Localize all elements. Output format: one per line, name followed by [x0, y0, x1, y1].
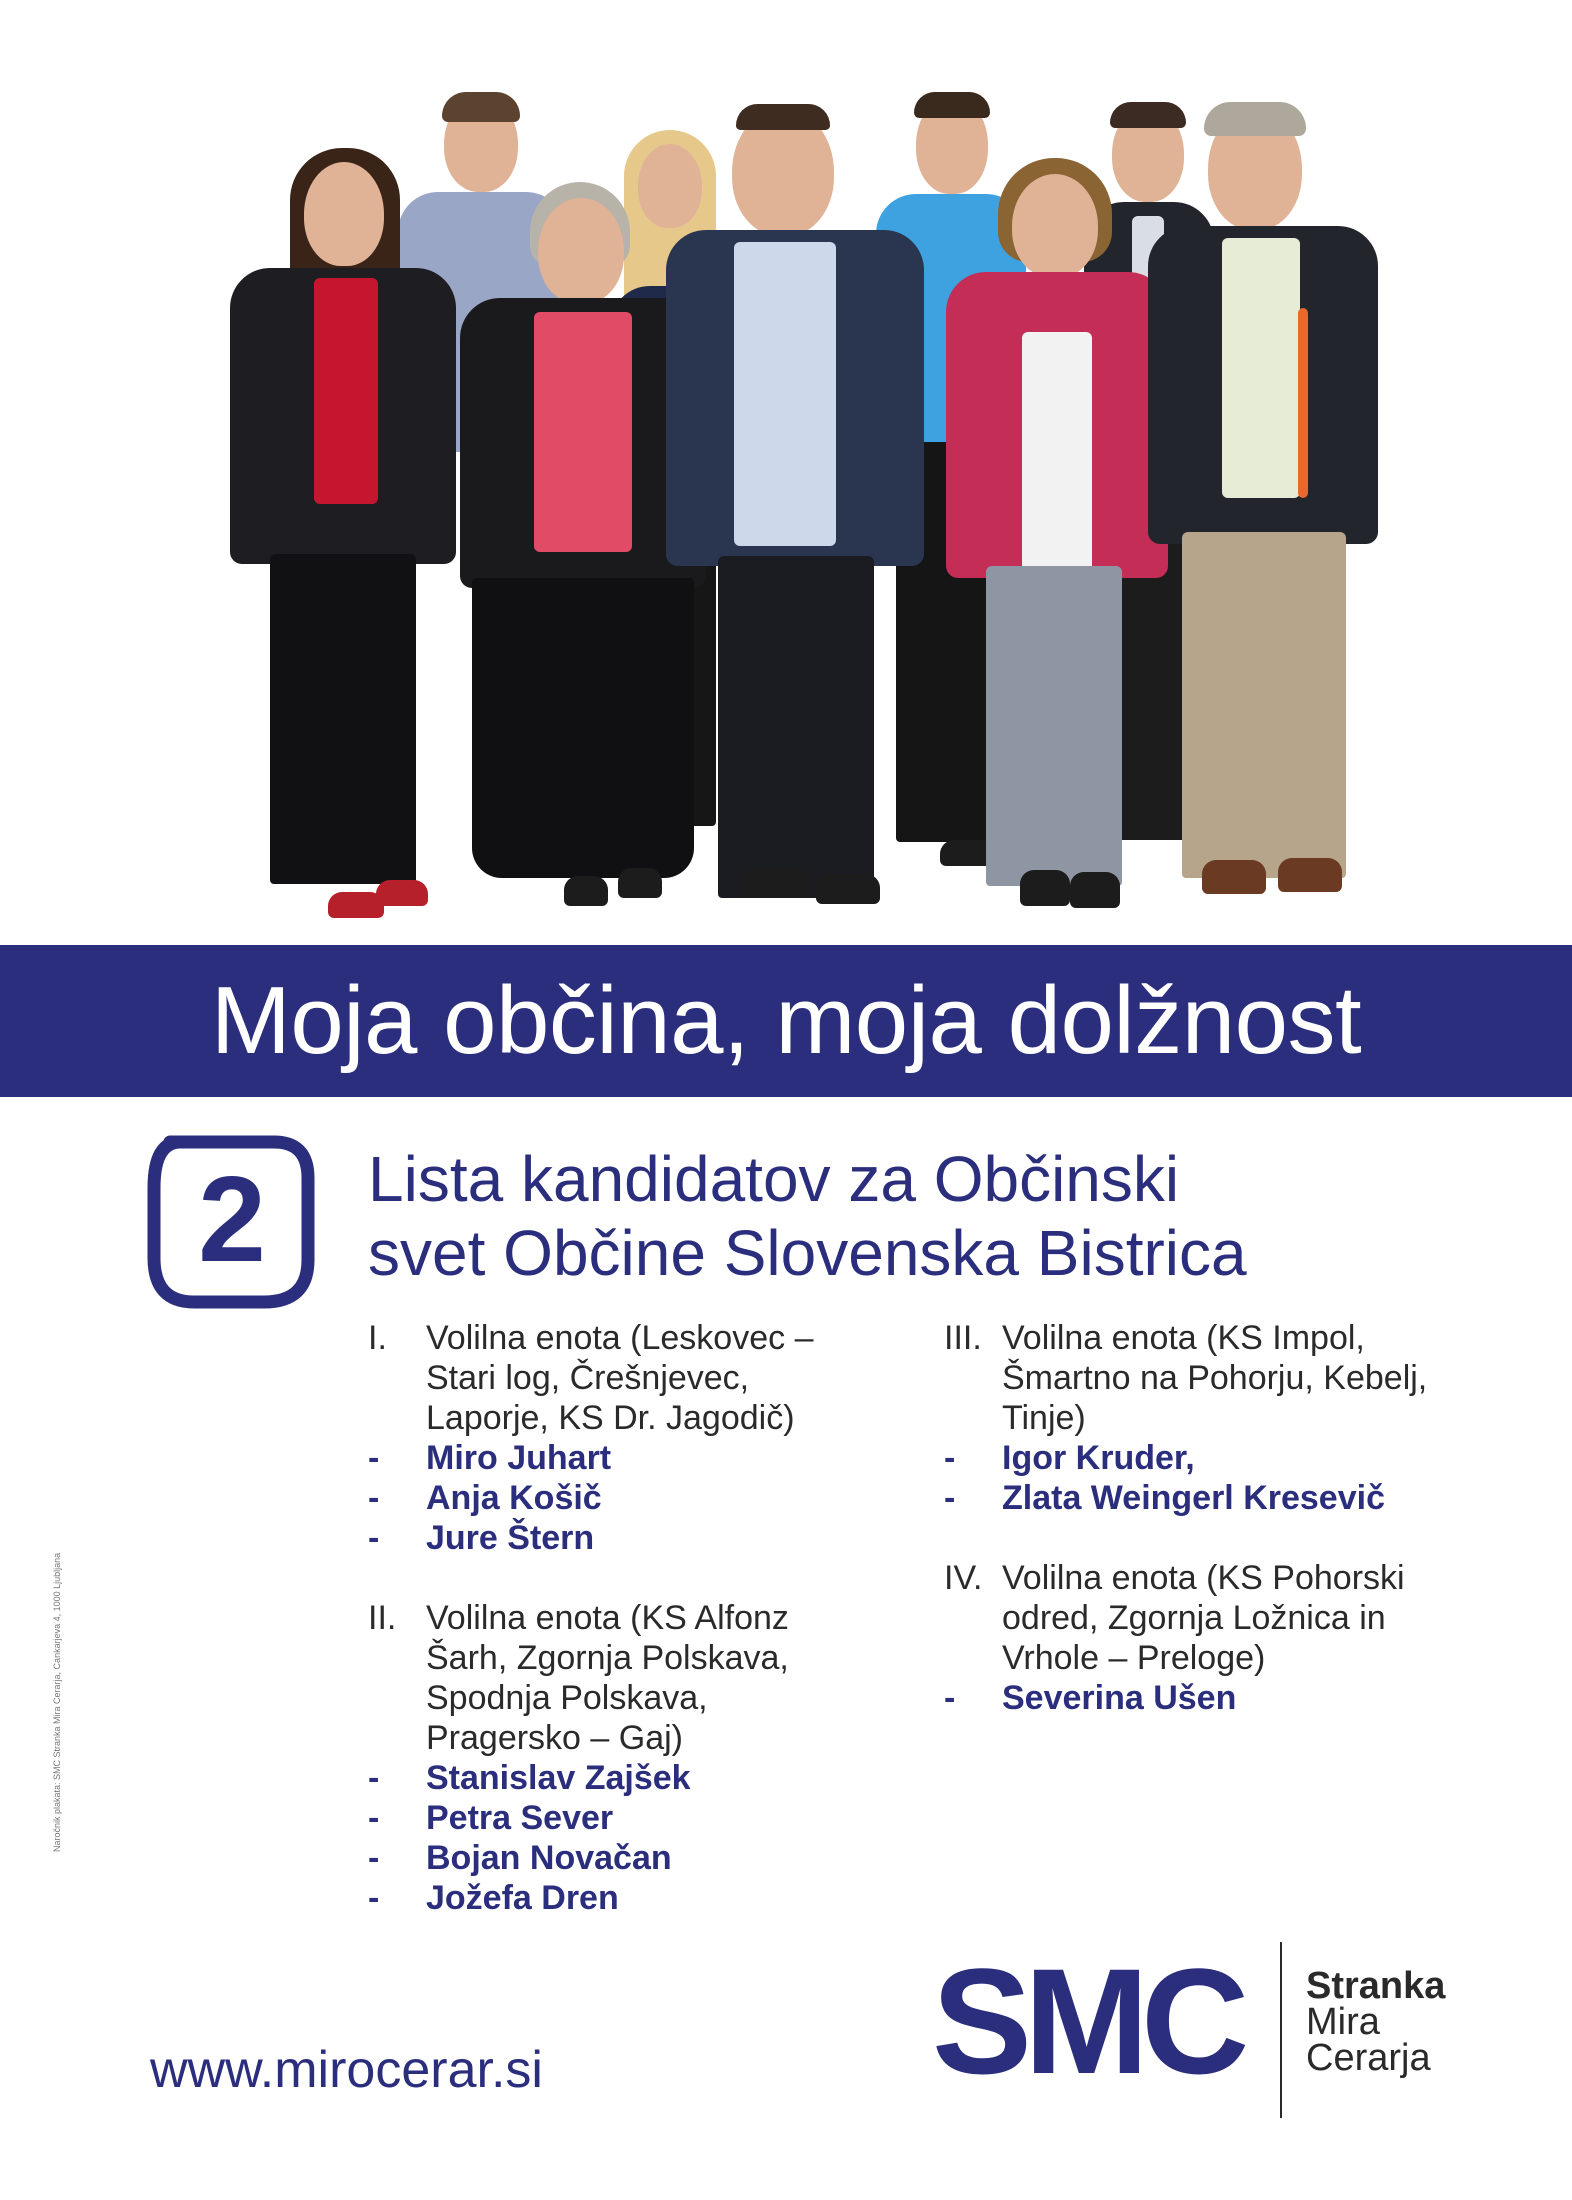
- candidate-name: Petra Sever: [426, 1799, 614, 1837]
- candidate-name: Igor Kruder,: [1002, 1439, 1195, 1477]
- candidate-name: Bojan Novačan: [426, 1839, 672, 1877]
- units-column-left: [368, 1318, 928, 1958]
- logo-divider: [1280, 1942, 1282, 2118]
- unit-numeral: II.: [368, 1599, 397, 1637]
- group-photo: [0, 0, 1572, 940]
- unit-description: Tinje): [1002, 1399, 1086, 1437]
- unit-numeral: III.: [944, 1319, 982, 1357]
- person: [946, 160, 1168, 920]
- candidate-name: Anja Košič: [426, 1479, 602, 1517]
- smc-logo: [932, 1937, 1492, 2118]
- logo-line: Stranka: [1306, 1965, 1446, 2007]
- unit-description: Volilna enota (KS Pohorski: [1002, 1559, 1405, 1597]
- electoral-unit: [944, 1558, 1504, 1718]
- logo-line: Mira: [1306, 2001, 1380, 2043]
- candidate-name: Severina Ušen: [1002, 1679, 1237, 1717]
- candidate: - Stanislav Zajšek: [368, 1759, 691, 1797]
- unit-description: Volilna enota (KS Impol,: [1002, 1319, 1365, 1357]
- list-number: 2: [198, 1151, 266, 1287]
- candidate-name: Zlata Weingerl Kresevič: [1002, 1479, 1385, 1517]
- person: [230, 154, 460, 924]
- candidate: - Jožefa Dren: [368, 1879, 619, 1917]
- unit-description: Laporje, KS Dr. Jagodič): [426, 1399, 795, 1437]
- candidate-name: Jožefa Dren: [426, 1879, 619, 1917]
- logo-mark: SMC: [932, 1937, 1242, 2105]
- website-link[interactable]: www.mirocerar.si: [150, 2041, 543, 2099]
- list-heading: [368, 1142, 1488, 1290]
- unit-description: Vrhole – Preloge): [1002, 1639, 1266, 1677]
- candidate: - Petra Sever: [368, 1799, 614, 1837]
- unit-description: Volilna enota (Leskovec –: [426, 1319, 814, 1357]
- imprint-text: Naročnik plakata: SMC Stranka Mira Cerarja, Cankarjeva 4, 1000 Ljubljana: [52, 1552, 62, 1852]
- person: [1148, 108, 1378, 918]
- person: [666, 108, 924, 928]
- unit-numeral: IV.: [944, 1559, 983, 1597]
- unit-description: Šarh, Zgornja Polskava,: [426, 1639, 789, 1677]
- logo-line: Cerarja: [1306, 2037, 1431, 2079]
- candidate: - Jure Štern: [368, 1519, 595, 1557]
- candidate: - Zlata Weingerl Kresevič: [944, 1479, 1385, 1517]
- unit-description: Šmartno na Pohorju, Kebelj,: [1002, 1359, 1428, 1397]
- candidate: - Anja Košič: [368, 1479, 602, 1517]
- candidate-name: Miro Juhart: [426, 1439, 612, 1477]
- list-heading-line: svet Občine Slovenska Bistrica: [368, 1217, 1247, 1289]
- candidate: - Bojan Novačan: [368, 1839, 672, 1877]
- list-number-badge: [146, 1130, 316, 1312]
- electoral-unit: [944, 1318, 1504, 1518]
- candidate-name: Stanislav Zajšek: [426, 1759, 691, 1797]
- candidate-name: Jure Štern: [426, 1519, 595, 1557]
- unit-numeral: I.: [368, 1319, 387, 1357]
- list-heading-line: Lista kandidatov za Občinski: [368, 1143, 1180, 1215]
- electoral-unit: [368, 1598, 928, 1918]
- unit-description: Stari log, Črešnjevec,: [426, 1359, 750, 1397]
- slogan: Moja občina, moja dolžnost: [210, 967, 1362, 1074]
- units-column-right: [944, 1318, 1504, 1758]
- candidate: - Igor Kruder,: [944, 1439, 1195, 1477]
- unit-description: odred, Zgornja Ložnica in: [1002, 1599, 1386, 1637]
- slogan-banner: [0, 945, 1572, 1097]
- unit-description: Pragersko – Gaj): [426, 1719, 683, 1757]
- candidate: - Miro Juhart: [368, 1439, 612, 1477]
- unit-description: Spodnja Polskava,: [426, 1679, 708, 1717]
- candidate: - Severina Ušen: [944, 1679, 1237, 1717]
- electoral-unit: [368, 1318, 928, 1558]
- unit-description: Volilna enota (KS Alfonz: [426, 1599, 789, 1637]
